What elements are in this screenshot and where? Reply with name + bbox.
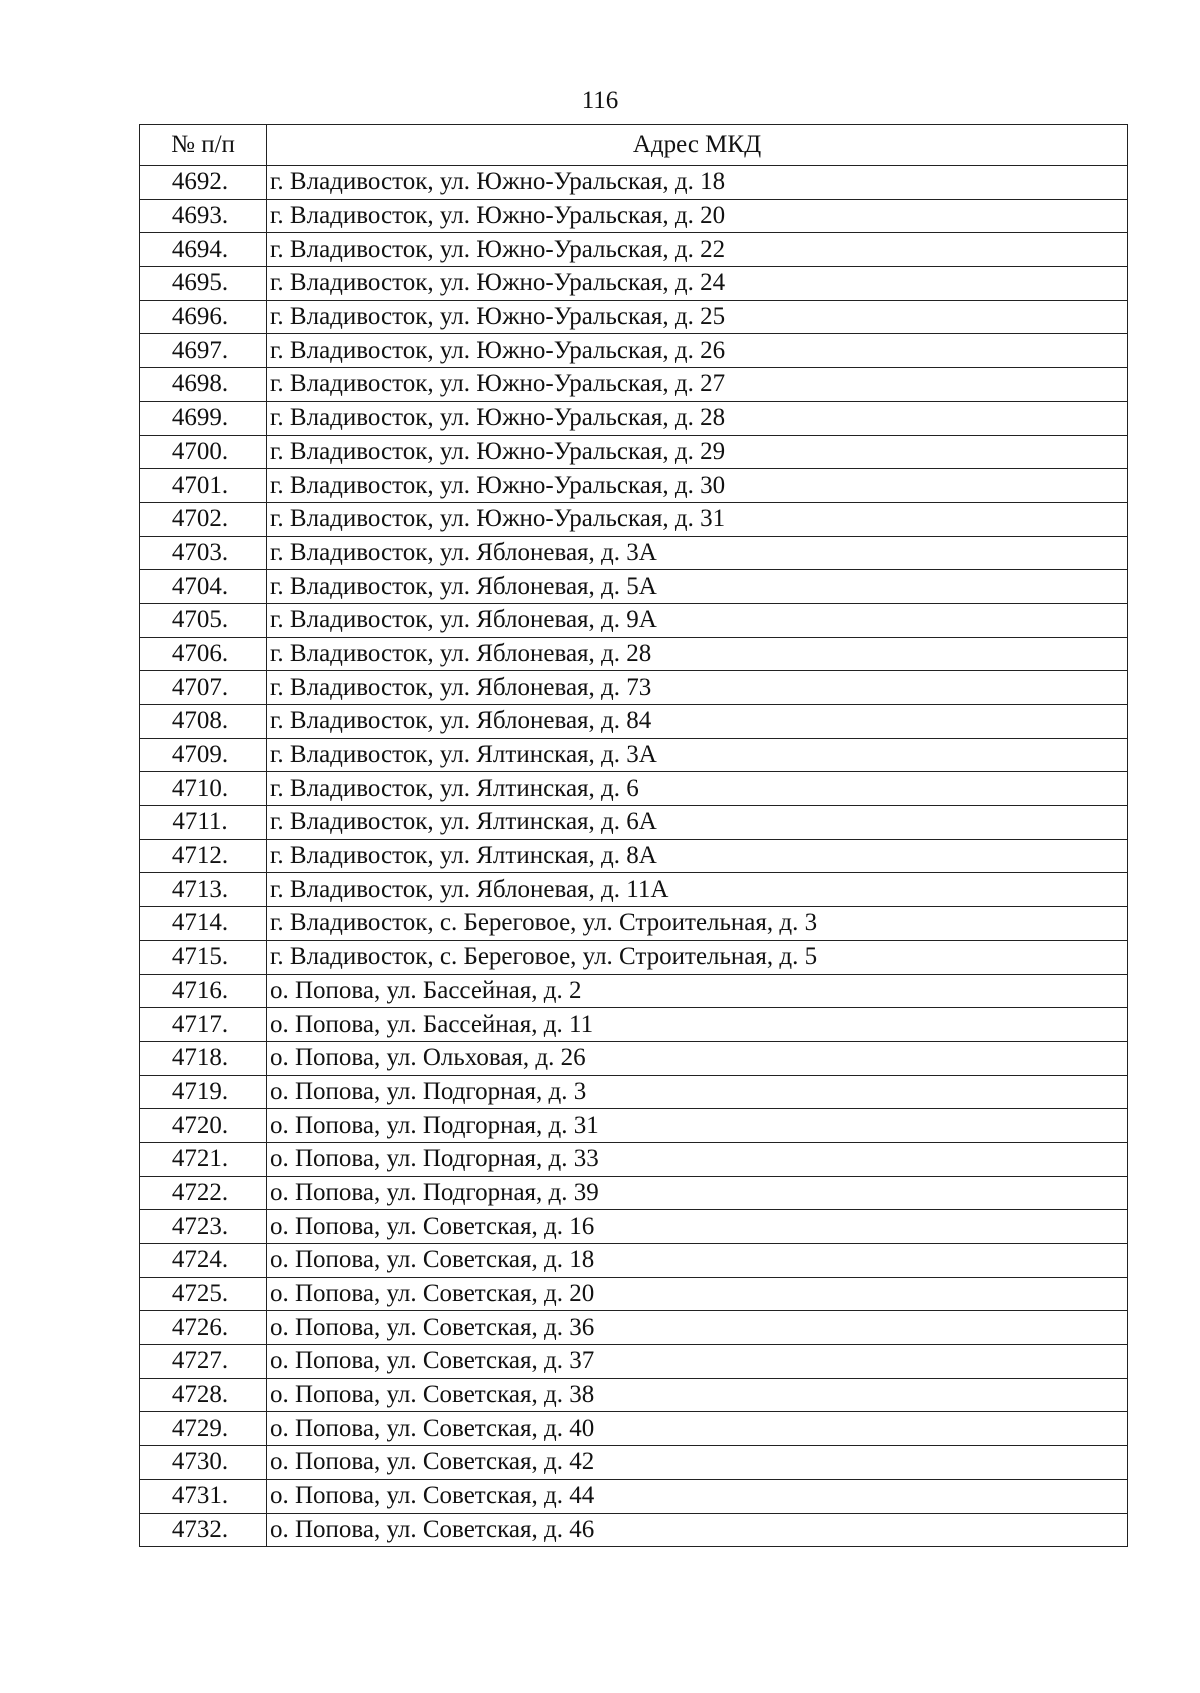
address-cell: о. Попова, ул. Советская, д. 18 xyxy=(267,1244,1128,1278)
row-number-cell: 4694. xyxy=(140,233,267,267)
row-number-cell: 4730. xyxy=(140,1446,267,1480)
table-body xyxy=(140,166,1128,1547)
row-number-cell: 4693. xyxy=(140,199,267,233)
table-row xyxy=(140,368,1128,402)
row-number-cell: 4723. xyxy=(140,1210,267,1244)
row-number-cell: 4701. xyxy=(140,469,267,503)
address-cell: г. Владивосток, с. Береговое, ул. Строительная, д. 5 xyxy=(267,940,1128,974)
table-row xyxy=(140,806,1128,840)
table-row xyxy=(140,401,1128,435)
table-row xyxy=(140,772,1128,806)
table-row xyxy=(140,1412,1128,1446)
table-row xyxy=(140,705,1128,739)
address-cell: г. Владивосток, ул. Яблоневая, д. 28 xyxy=(267,637,1128,671)
row-number-cell: 4714. xyxy=(140,907,267,941)
row-number-cell: 4729. xyxy=(140,1412,267,1446)
table-row xyxy=(140,1378,1128,1412)
address-cell: г. Владивосток, ул. Южно-Уральская, д. 28 xyxy=(267,401,1128,435)
address-cell: г. Владивосток, ул. Южно-Уральская, д. 25 xyxy=(267,300,1128,334)
address-cell: о. Попова, ул. Советская, д. 20 xyxy=(267,1277,1128,1311)
address-cell: г. Владивосток, ул. Яблоневая, д. 9А xyxy=(267,603,1128,637)
row-number-cell: 4726. xyxy=(140,1311,267,1345)
row-number-cell: 4715. xyxy=(140,940,267,974)
address-cell: г. Владивосток, ул. Яблоневая, д. 5А xyxy=(267,570,1128,604)
table-row xyxy=(140,1210,1128,1244)
address-cell: г. Владивосток, ул. Южно-Уральская, д. 18 xyxy=(267,166,1128,200)
address-cell: о. Попова, ул. Подгорная, д. 31 xyxy=(267,1109,1128,1143)
table-row xyxy=(140,603,1128,637)
table-row xyxy=(140,1446,1128,1480)
row-number-cell: 4700. xyxy=(140,435,267,469)
address-cell: о. Попова, ул. Подгорная, д. 33 xyxy=(267,1142,1128,1176)
address-cell: г. Владивосток, ул. Южно-Уральская, д. 22 xyxy=(267,233,1128,267)
table-header-row xyxy=(140,125,1128,166)
row-number-cell: 4722. xyxy=(140,1176,267,1210)
row-number-cell: 4703. xyxy=(140,536,267,570)
table-row xyxy=(140,1075,1128,1109)
row-number-cell: 4707. xyxy=(140,671,267,705)
address-table xyxy=(139,124,1128,1547)
address-cell: о. Попова, ул. Советская, д. 44 xyxy=(267,1479,1128,1513)
table-header xyxy=(140,125,1128,166)
address-cell: г. Владивосток, ул. Южно-Уральская, д. 20 xyxy=(267,199,1128,233)
row-number-cell: 4728. xyxy=(140,1378,267,1412)
address-cell: г. Владивосток, ул. Южно-Уральская, д. 27 xyxy=(267,368,1128,402)
table-row xyxy=(140,873,1128,907)
address-cell: г. Владивосток, с. Береговое, ул. Строительная, д. 3 xyxy=(267,907,1128,941)
table-row xyxy=(140,1345,1128,1379)
address-cell: г. Владивосток, ул. Южно-Уральская, д. 29 xyxy=(267,435,1128,469)
table-row xyxy=(140,233,1128,267)
table-row xyxy=(140,300,1128,334)
address-cell: г. Владивосток, ул. Яблоневая, д. 84 xyxy=(267,705,1128,739)
row-number-cell: 4713. xyxy=(140,873,267,907)
table-row xyxy=(140,469,1128,503)
address-cell: г. Владивосток, ул. Ялтинская, д. 3А xyxy=(267,738,1128,772)
table-row xyxy=(140,1277,1128,1311)
address-cell: о. Попова, ул. Ольховая, д. 26 xyxy=(267,1041,1128,1075)
row-number-cell: 4705. xyxy=(140,603,267,637)
table-row xyxy=(140,502,1128,536)
address-cell: о. Попова, ул. Подгорная, д. 39 xyxy=(267,1176,1128,1210)
column-header-number: № п/п xyxy=(140,125,267,166)
table-row xyxy=(140,974,1128,1008)
address-cell: г. Владивосток, ул. Южно-Уральская, д. 26 xyxy=(267,334,1128,368)
address-cell: г. Владивосток, ул. Яблоневая, д. 3А xyxy=(267,536,1128,570)
table-row xyxy=(140,1176,1128,1210)
address-cell: о. Попова, ул. Советская, д. 38 xyxy=(267,1378,1128,1412)
row-number-cell: 4718. xyxy=(140,1041,267,1075)
row-number-cell: 4692. xyxy=(140,166,267,200)
table-row xyxy=(140,267,1128,301)
table-row xyxy=(140,1479,1128,1513)
table-row xyxy=(140,637,1128,671)
address-cell: о. Попова, ул. Советская, д. 40 xyxy=(267,1412,1128,1446)
row-number-cell: 4732. xyxy=(140,1513,267,1547)
address-cell: г. Владивосток, ул. Южно-Уральская, д. 31 xyxy=(267,502,1128,536)
row-number-cell: 4695. xyxy=(140,267,267,301)
table-row xyxy=(140,839,1128,873)
row-number-cell: 4719. xyxy=(140,1075,267,1109)
address-cell: о. Попова, ул. Подгорная, д. 3 xyxy=(267,1075,1128,1109)
row-number-cell: 4717. xyxy=(140,1008,267,1042)
address-cell: о. Попова, ул. Советская, д. 37 xyxy=(267,1345,1128,1379)
table-row xyxy=(140,435,1128,469)
row-number-cell: 4712. xyxy=(140,839,267,873)
row-number-cell: 4731. xyxy=(140,1479,267,1513)
row-number-cell: 4706. xyxy=(140,637,267,671)
table-row xyxy=(140,1041,1128,1075)
address-cell: г. Владивосток, ул. Яблоневая, д. 11А xyxy=(267,873,1128,907)
row-number-cell: 4708. xyxy=(140,705,267,739)
table-row xyxy=(140,1109,1128,1143)
row-number-cell: 4699. xyxy=(140,401,267,435)
table-row xyxy=(140,570,1128,604)
row-number-cell: 4698. xyxy=(140,368,267,402)
row-number-cell: 4704. xyxy=(140,570,267,604)
table-row xyxy=(140,1311,1128,1345)
table-row xyxy=(140,1513,1128,1547)
row-number-cell: 4710. xyxy=(140,772,267,806)
table-row xyxy=(140,334,1128,368)
row-number-cell: 4702. xyxy=(140,502,267,536)
row-number-cell: 4725. xyxy=(140,1277,267,1311)
address-cell: г. Владивосток, ул. Ялтинская, д. 8А xyxy=(267,839,1128,873)
address-cell: г. Владивосток, ул. Южно-Уральская, д. 30 xyxy=(267,469,1128,503)
table-row xyxy=(140,907,1128,941)
address-cell: г. Владивосток, ул. Южно-Уральская, д. 24 xyxy=(267,267,1128,301)
table-row xyxy=(140,1008,1128,1042)
row-number-cell: 4709. xyxy=(140,738,267,772)
table-row xyxy=(140,1244,1128,1278)
row-number-cell: 4697. xyxy=(140,334,267,368)
address-cell: о. Попова, ул. Советская, д. 36 xyxy=(267,1311,1128,1345)
address-cell: о. Попова, ул. Советская, д. 16 xyxy=(267,1210,1128,1244)
row-number-cell: 4727. xyxy=(140,1345,267,1379)
address-cell: о. Попова, ул. Советская, д. 46 xyxy=(267,1513,1128,1547)
table-row xyxy=(140,738,1128,772)
address-cell: о. Попова, ул. Бассейная, д. 11 xyxy=(267,1008,1128,1042)
table-row xyxy=(140,940,1128,974)
address-cell: о. Попова, ул. Советская, д. 42 xyxy=(267,1446,1128,1480)
row-number-cell: 4720. xyxy=(140,1109,267,1143)
address-cell: о. Попова, ул. Бассейная, д. 2 xyxy=(267,974,1128,1008)
table-row xyxy=(140,166,1128,200)
row-number-cell: 4724. xyxy=(140,1244,267,1278)
table-row xyxy=(140,671,1128,705)
row-number-cell: 4696. xyxy=(140,300,267,334)
row-number-cell: 4711. xyxy=(140,806,267,840)
column-header-address: Адрес МКД xyxy=(267,125,1128,166)
row-number-cell: 4716. xyxy=(140,974,267,1008)
address-cell: г. Владивосток, ул. Ялтинская, д. 6 xyxy=(267,772,1128,806)
table-row xyxy=(140,199,1128,233)
row-number-cell: 4721. xyxy=(140,1142,267,1176)
address-cell: г. Владивосток, ул. Ялтинская, д. 6А xyxy=(267,806,1128,840)
page-number: 116 xyxy=(581,87,619,114)
table-row xyxy=(140,1142,1128,1176)
table-row xyxy=(140,536,1128,570)
address-cell: г. Владивосток, ул. Яблоневая, д. 73 xyxy=(267,671,1128,705)
